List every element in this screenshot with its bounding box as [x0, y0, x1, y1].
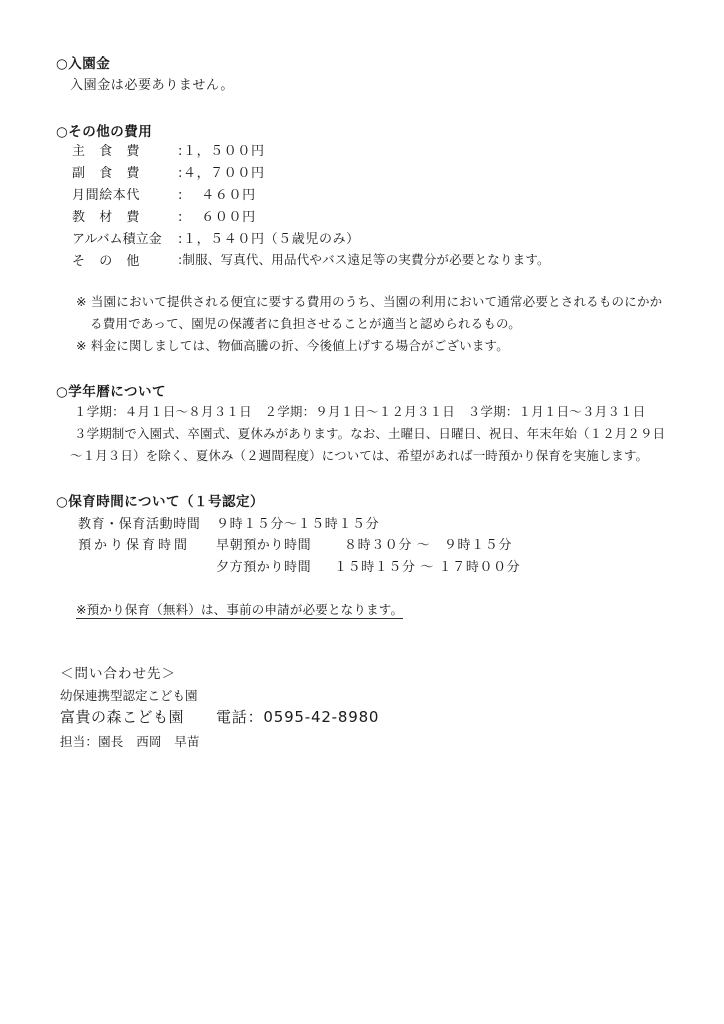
fee-note-line: ※ 当園において提供される便宜に要する費用のうち、当園の利用において通常必要とされるものにかか — [76, 294, 663, 309]
fee-label: 主 食 費 — [72, 144, 141, 159]
care-hours-heading: ○保育時間について（１号認定） — [56, 494, 265, 510]
fee-value: :４，７００円 — [178, 166, 265, 181]
contact-person: 担当：園長 西岡 早苗 — [60, 734, 200, 749]
care-note — [76, 600, 403, 618]
extended-care-label: 預かり保育時間 — [78, 538, 191, 553]
fee-value: :１，５４０円（５歳児のみ） — [178, 232, 360, 247]
school-year-line: ～１月３日）を除く、夏休み（２週間程度）については、希望があれば一時預かり保育を実施します。 — [70, 448, 649, 463]
evening-label: 夕方預かり時間 — [216, 560, 312, 575]
other-fees-heading: ○その他の費用 — [56, 124, 153, 140]
contact-heading: ＜問い合わせ先＞ — [60, 666, 176, 682]
school-year-line: １学期：４月１日～８月３１日 ２学期：９月１日～１２月３１日 ３学期：１月１日～３月３１日 — [74, 404, 646, 419]
fee-label: 月間絵本代 — [72, 188, 141, 203]
admission-heading: ○入園金 — [56, 56, 111, 72]
fee-label: そ の 他 — [72, 254, 141, 269]
activity-label: 教育・保育活動時間 — [78, 517, 201, 532]
school-year-heading: ○学年暦について — [56, 384, 167, 400]
fee-value: :制服、写真代、用品代やバス遠足等の実費分が必要となります。 — [178, 252, 550, 267]
contact-phone: 電話：0595-42-8980 — [216, 708, 380, 726]
evening-time: １５時１５分 ～ １７時００分 — [334, 560, 521, 575]
contact-org-type: 幼保連携型認定こども園 — [60, 688, 198, 703]
contact-org-name: 富貴の森こども園 — [60, 708, 185, 726]
fee-label: 教 材 費 — [72, 210, 141, 225]
fee-label: アルバム積立金 — [72, 232, 162, 247]
fee-note-line: る費用であって、園児の保護者に負担させることが適当と認められるもの。 — [90, 316, 521, 331]
fee-label: 副 食 費 — [72, 166, 141, 181]
fee-value: : ６００円 — [178, 210, 256, 225]
fee-note-line: ※ 料金に関しましては、物価高騰の折、今後値上げする場合がございます。 — [76, 338, 509, 353]
morning-label: 早朝預かり時間 — [216, 538, 312, 553]
fee-value: : ４６０円 — [178, 188, 256, 203]
morning-time: ８時３０分 ～ ９時１５分 — [344, 538, 512, 553]
school-year-line: ３学期制で入園式、卒園式、夏休みがあります。なお、土曜日、日曜日、祝日、年末年始（１２月２９日 — [74, 426, 666, 441]
fee-value: :１，５００円 — [178, 144, 265, 159]
care-note-text: ※預かり保育（無料）は、事前の申請が必要となります。 — [76, 602, 404, 617]
admission-text: 入園金は必要ありません。 — [70, 78, 234, 93]
activity-time: ９時１５分～１５時１５分 — [216, 517, 380, 532]
